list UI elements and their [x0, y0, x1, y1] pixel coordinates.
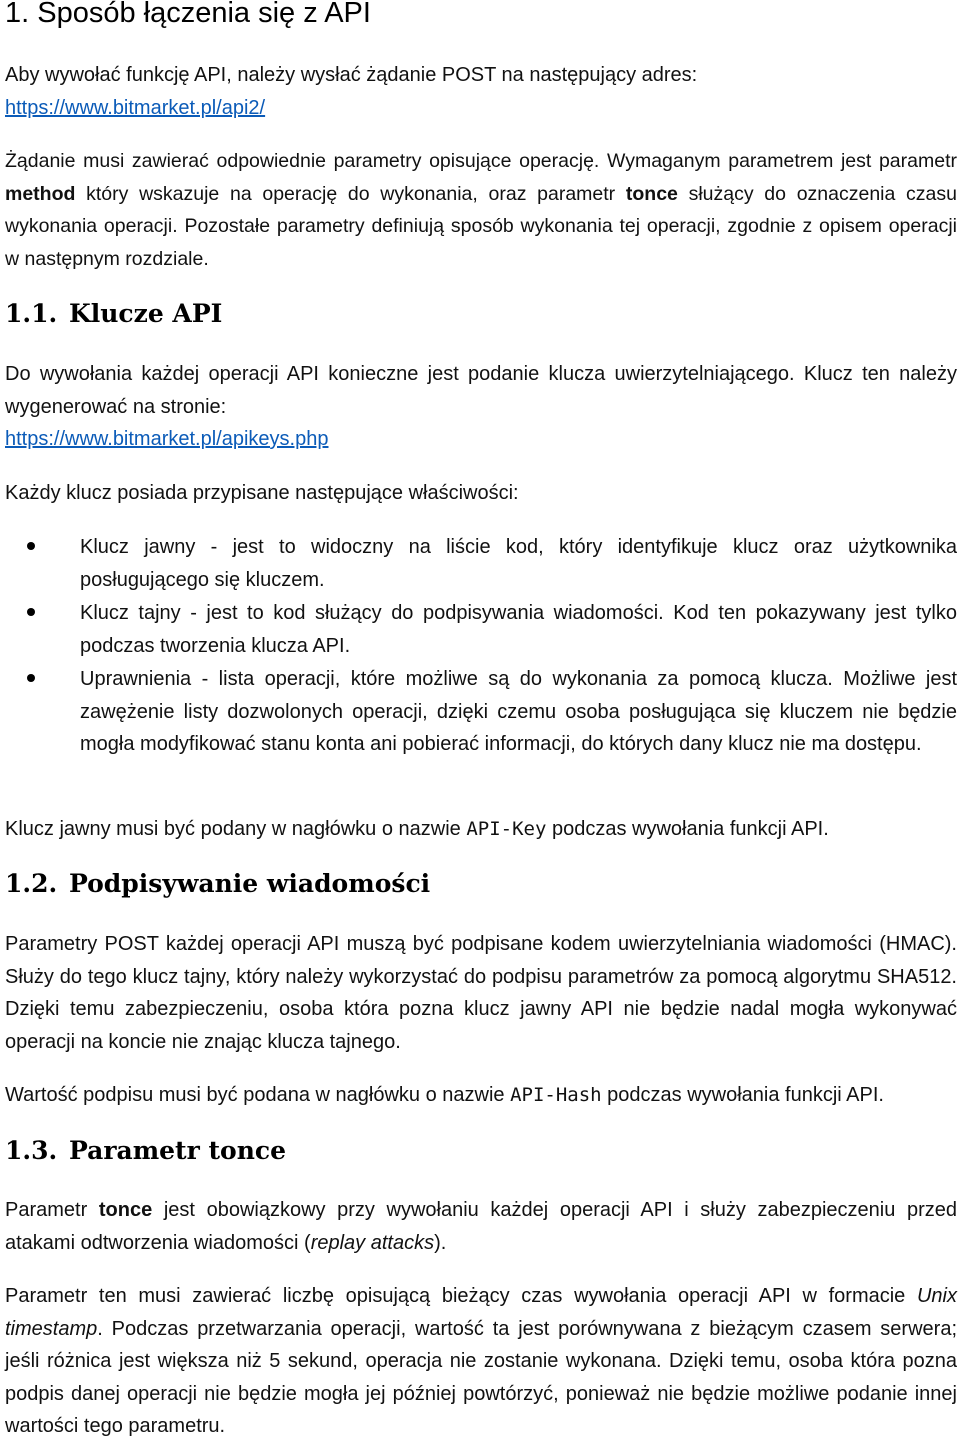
para-text: Do wywołania każdej operacji API konieczne jest podanie klucza uwierzytelniającego. Klucz ten należy wygenerować na stronie: [5, 363, 957, 418]
section-number: 1.1. [5, 299, 58, 328]
section-number: 1.3. [5, 1136, 58, 1165]
tonce-keyword: tonce [98, 1199, 153, 1221]
section-1-intro [5, 59, 957, 124]
section-title: Klucze API [69, 299, 223, 328]
para-text: Żądanie musi zawierać odpowiednie parametry opisujące operację. Wymaganym parametrem jest parametr [5, 150, 957, 172]
bullet-icon [27, 674, 35, 682]
section-1-2-para-1: Parametry POST każdej operacji API muszą być podpisane kodem uwierzytelniania wiadomości (HMAC). Służy do tego klucz tajny, który należy wykorzystać do podpisu parametrów za pomocą algorytmu SHA512. Dzięki temu zabezpieczeniu, osoba która pozna klucz jawny API nie będzie nadal mogła wykonywać operacji na koncie nie znając klucza tajnego. [5, 933, 957, 1053]
intro-text: Aby wywołać funkcję API, należy wysłać żądanie POST na następujący adres: [5, 64, 698, 86]
section-1-paragraph [5, 145, 957, 275]
list-item: Klucz jawny - jest to widoczny na liście kod, który identyfikuje klucz oraz użytkownika posługującego się kluczem. [5, 531, 957, 596]
bullet-icon [27, 542, 35, 550]
section-1-1-para-3: Klucz jawny musi być podany w nagłówku o nazwie API-Key podczas wywołania funkcji API. [5, 818, 829, 840]
apikeys-link[interactable]: https://www.bitmarket.pl/apikeys.php [5, 428, 329, 450]
section-1-3-para-1: Parametr tonce jest obowiązkowy przy wywołaniu każdej operacji API i służy zabezpieczeniu przed atakami odtworzenia wiadomości (replay attacks). [5, 1199, 957, 1254]
section-1-2-para-2: Wartość podpisu musi być podana w nagłówku o nazwie API-Hash podczas wywołania funkcji API. [5, 1084, 884, 1106]
section-1-1-para-1 [5, 358, 957, 456]
key-properties-list [5, 531, 957, 762]
tonce-keyword: tonce [625, 182, 678, 205]
section-1-title: 1. Sposób łączenia się z API [5, 0, 371, 29]
section-1-1-para-2: Każdy klucz posiada przypisane następujące właściwości: [5, 482, 519, 504]
unix-timestamp-term: Unix timestamp [5, 1285, 957, 1340]
list-item: Klucz tajny - jest to kod służący do podpisywania wiadomości. Kod ten pokazywany jest tylko podczas tworzenia klucza API. [5, 597, 957, 662]
section-1-3-heading [5, 1134, 286, 1168]
section-1-1-heading [5, 297, 222, 331]
api-endpoint-link[interactable]: https://www.bitmarket.pl/api2/ [5, 96, 266, 119]
list-item: Uprawnienia - lista operacji, które możliwe są do wykonania za pomocą klucza. Możliwe jest zawężenie listy dozwolonych operacji, dzięki czemu osoba posługująca się kluczem nie będzie mogła modyfikować stanu konta ani pobierać informacji, do których dany klucz nie ma dostępu. [5, 663, 957, 761]
para-text: służący do oznaczenia czasu wykonania operacji. Pozostałe parametry definiują sposób wykonania tej operacji, zgodnie z opisem operacji w następnym rozdziale. [5, 182, 957, 270]
api-key-header: API-Key [466, 818, 547, 840]
replay-attacks-term: replay attacks [310, 1231, 435, 1254]
api-hash-header: API-Hash [510, 1084, 602, 1106]
method-keyword: method [5, 182, 76, 205]
bullet-icon [27, 608, 35, 616]
para-text: który wskazuje na operację do wykonania, oraz parametr [75, 182, 626, 205]
section-1-3-para-2: Parametr ten musi zawierać liczbę opisującą bieżący czas wywołania operacji API w formacie Unix timestamp. Podczas przetwarzania operacji, wartość ta jest porównywana z bieżącym czasem serwera; jeśli różnica jest większa niż 5 sekund, operacja nie zostanie wykonana. Dzięki temu, osoba która pozna podpis danej operacji nie będzie mogła jej później powtórzyć, ponieważ nie będzie możliwe podanie innej wartości tego parametru. [5, 1285, 957, 1437]
section-title: Podpisywanie wiadomości [69, 869, 431, 898]
section-1-2-heading [5, 867, 430, 901]
section-number: 1.2. [5, 869, 58, 898]
section-title: Parametr tonce [69, 1136, 287, 1165]
